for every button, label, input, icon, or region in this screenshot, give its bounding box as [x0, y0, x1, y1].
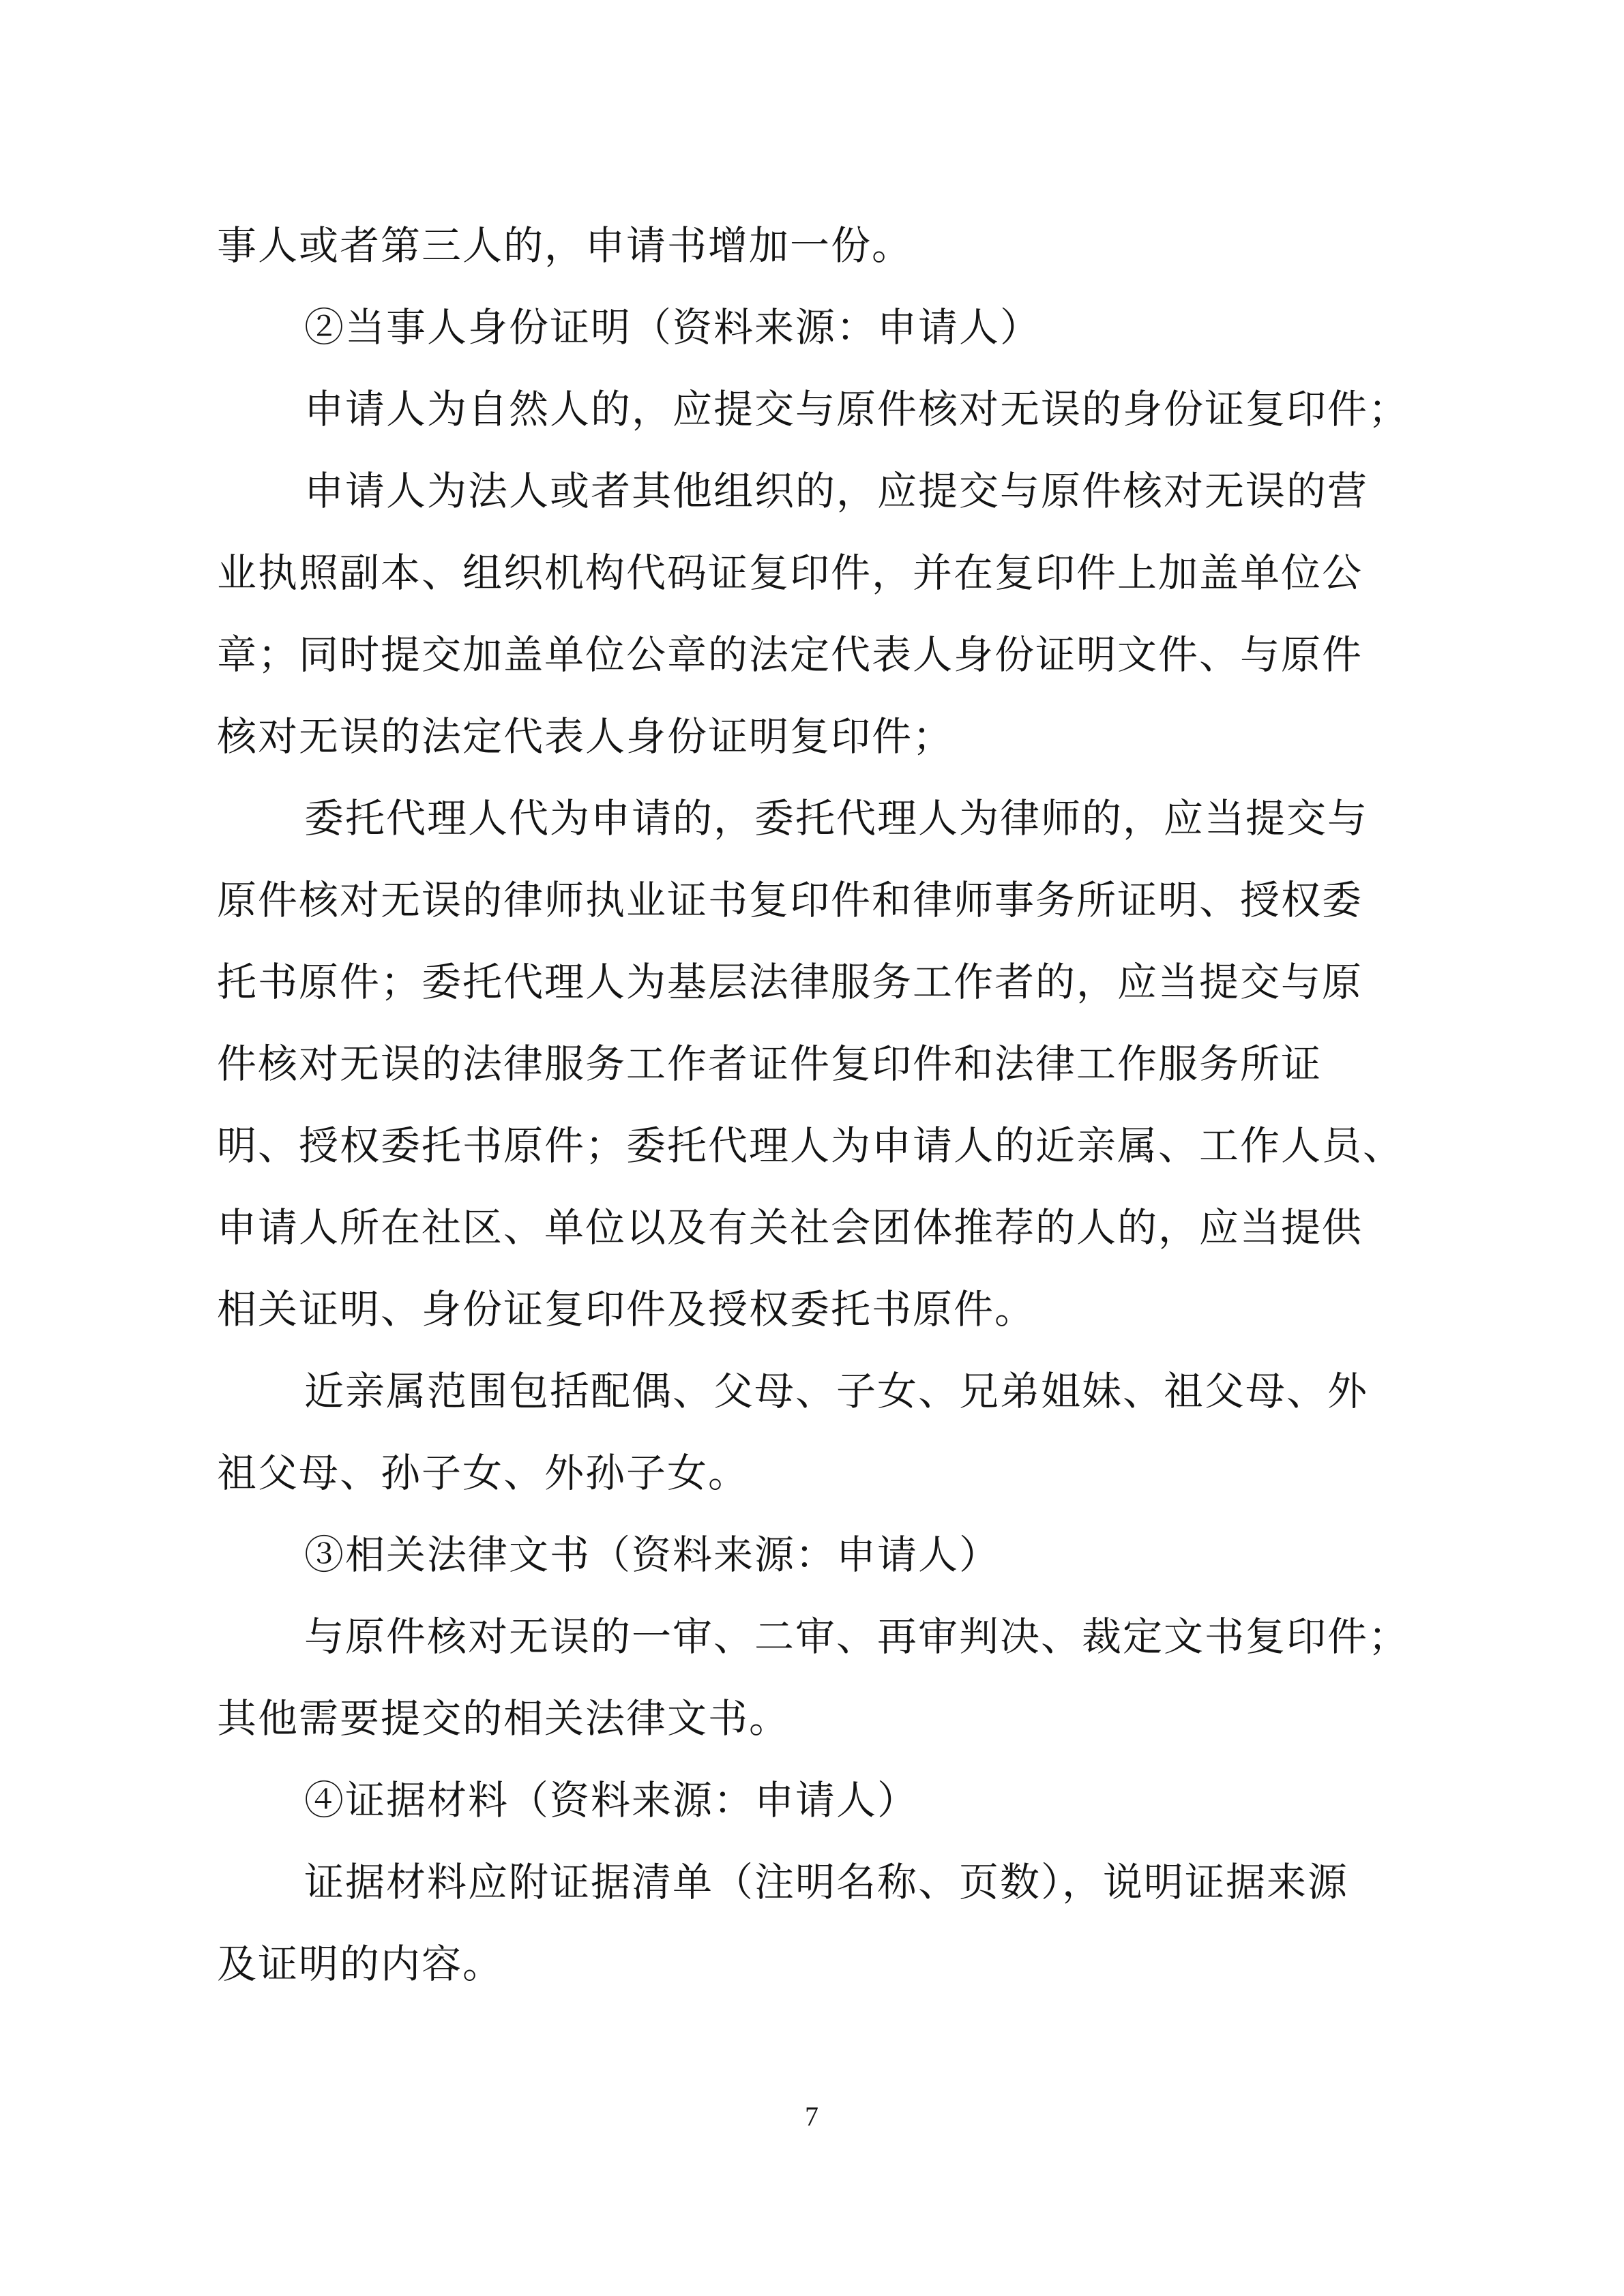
text-line: 托书原件；委托代理人为基层法律服务工作者的，应当提交与原 [217, 959, 1363, 1005]
text-line: 委托代理人代为申请的，委托代理人为律师的，应当提交与 [304, 795, 1369, 841]
text-line: 原件核对无误的律师执业证书复印件和律师事务所证明、授权委 [217, 877, 1363, 923]
text-line: 核对无误的法定代表人身份证明复印件； [217, 713, 954, 760]
section-heading-evidence: ④证据材料（资料来源：申请人） [304, 1777, 919, 1823]
text-line: 件核对无误的法律服务工作者证件复印件和法律工作服务所证 [217, 1041, 1323, 1087]
text-line: 事人或者第三人的，申请书增加一份。 [217, 222, 913, 269]
text-line: 业执照副本、组织机构代码证复印件，并在复印件上加盖单位公 [217, 550, 1363, 596]
text-line: 近亲属范围包括配偶、父母、子女、兄弟姐妹、祖父母、外 [304, 1368, 1369, 1414]
text-line: 相关证明、身份证复印件及授权委托书原件。 [217, 1286, 1036, 1332]
section-heading-identity-proof: ②当事人身份证明（资料来源：申请人） [304, 304, 1042, 351]
text-line: 章；同时提交加盖单位公章的法定代表人身份证明文件、与原件 [217, 631, 1363, 678]
document-body [217, 205, 1431, 2005]
text-line: 其他需要提交的相关法律文书。 [217, 1695, 791, 1742]
text-line: 申请人为法人或者其他组织的，应提交与原件核对无误的营 [304, 468, 1369, 514]
page-number: 7 [805, 2101, 818, 2132]
section-heading-legal-documents: ③相关法律文书（资料来源：申请人） [304, 1532, 1001, 1578]
text-line: 证据材料应附证据清单（注明名称、页数），说明证据来源 [304, 1859, 1349, 1905]
text-line: 申请人为自然人的，应提交与原件核对无误的身份证复印件； [304, 386, 1410, 432]
text-line: 申请人所在社区、单位以及有关社会团体推荐的人的，应当提供 [217, 1204, 1363, 1251]
text-line: 与原件核对无误的一审、二审、再审判决、裁定文书复印件； [304, 1613, 1410, 1660]
text-line: 明、授权委托书原件；委托代理人为申请人的近亲属、工作人员、 [217, 1122, 1404, 1169]
text-line: 祖父母、孙子女、外孙子女。 [217, 1450, 750, 1496]
text-line: 及证明的内容。 [217, 1941, 504, 1987]
